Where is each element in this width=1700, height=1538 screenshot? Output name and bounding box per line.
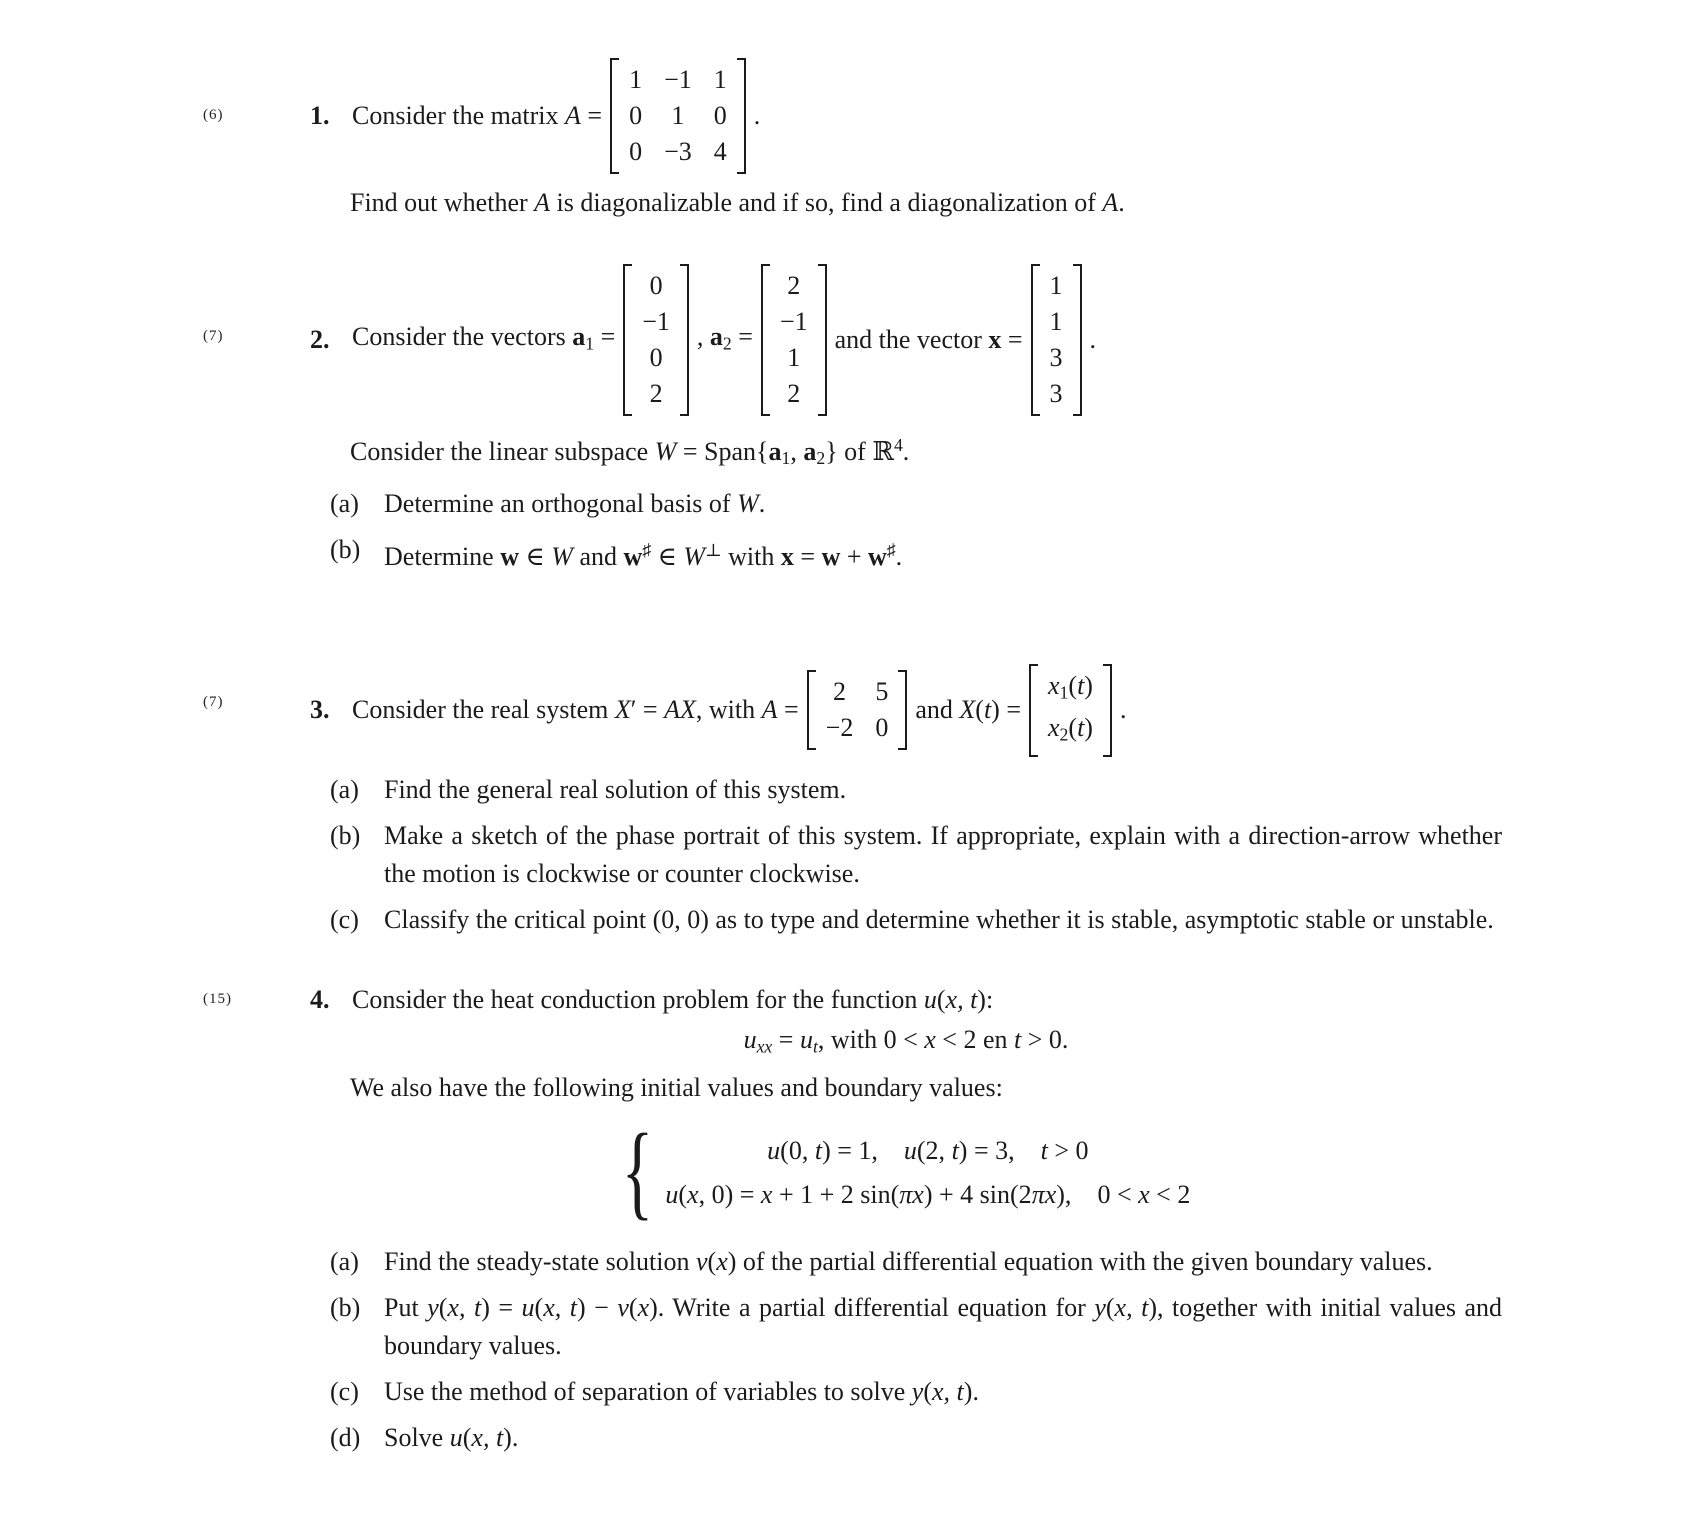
text-run: Classify the critical point (0, 0) as to type and determine whether it is stable, asymptotic stable or unstable. — [384, 904, 1494, 934]
text-run: πx — [899, 1180, 924, 1210]
text-run: ♯ — [642, 540, 652, 561]
text-run: 0 < — [1097, 1180, 1139, 1210]
matrix-cell: 0 — [629, 137, 643, 166]
text-run: 1 — [1059, 682, 1069, 703]
text-run: and — [915, 695, 960, 725]
vector-cell: 2 — [649, 379, 663, 408]
problem-4-body — [310, 981, 1502, 1457]
text-run: x — [716, 1247, 728, 1277]
matrix-A3-cells — [816, 670, 899, 750]
text-run: (2, — [916, 1136, 952, 1166]
text-run: ∈ — [651, 542, 684, 572]
text-run: . — [758, 489, 766, 519]
text-run: x, t — [932, 1377, 964, 1407]
text-run: y — [911, 1377, 924, 1407]
problem-3-intro — [352, 691, 799, 729]
text-run: ). Write a partial differential equation for — [649, 1293, 1095, 1323]
text-run: 1 — [781, 448, 791, 469]
text-run: u — [521, 1293, 535, 1323]
text-run: ′ = — [630, 695, 665, 725]
text-run: a — [709, 321, 723, 351]
text-run: ( — [975, 695, 984, 725]
problem-4-item-c — [330, 1373, 1502, 1411]
text-run: u — [449, 1423, 463, 1453]
vector-x — [1031, 264, 1082, 416]
problem-4-values-line — [350, 1069, 1502, 1107]
text-run: W — [654, 436, 677, 466]
text-run: ) — [1084, 671, 1093, 701]
problem-3-points-label: (7) — [203, 694, 224, 711]
item-label: (a) — [330, 1247, 359, 1277]
text-run: 1 — [585, 333, 595, 354]
vector-cell: 2 — [787, 379, 801, 408]
vector-cell: 0 — [649, 343, 663, 372]
text-run: . — [902, 436, 910, 466]
problem-3 — [0, 658, 1700, 939]
problem-4-item-a — [330, 1243, 1502, 1281]
text-run: + 1 + 2 sin( — [772, 1180, 900, 1210]
problem-1-question — [350, 184, 1502, 222]
text-run: A — [761, 695, 778, 725]
text-run: x, t — [471, 1423, 504, 1453]
vector-cell — [1048, 669, 1093, 709]
text-run: ). — [963, 1377, 979, 1407]
item-label: (d) — [330, 1423, 361, 1453]
vector-cell: −1 — [779, 307, 808, 336]
right-bracket-icon — [1103, 664, 1112, 757]
vector-cell: −1 — [642, 307, 670, 336]
problem-2 — [0, 258, 1700, 576]
text-run: y — [427, 1293, 439, 1323]
text-run: = — [777, 695, 799, 725]
text-run: < 2 en — [935, 1024, 1014, 1054]
right-bracket-icon — [737, 58, 746, 174]
left-brace-icon: { — [621, 1114, 654, 1231]
text-run: A — [534, 188, 551, 217]
text-run: ( — [1105, 1293, 1115, 1323]
text-run: ♯ — [886, 540, 896, 561]
text-run: Consider the real system — [352, 695, 615, 725]
text-run: ) − — [577, 1293, 618, 1323]
vector-cell: 1 — [1049, 271, 1063, 300]
text-run: We also have the following initial values and boundary values: — [350, 1073, 1003, 1103]
text-run: w — [623, 542, 643, 572]
text-run: Consider the linear subspace — [350, 436, 655, 466]
text-run: = — [731, 321, 753, 351]
text-run: ( — [923, 1377, 933, 1407]
vector-cell: 1 — [1049, 307, 1063, 336]
text-run: Consider the heat conduction problem for the function — [352, 984, 924, 1014]
text-run: ( — [1068, 713, 1078, 743]
problem-2-connector-2 — [835, 321, 1023, 359]
text-run: X — [959, 695, 976, 725]
right-bracket-icon — [898, 670, 907, 750]
text-run: , with — [695, 695, 762, 725]
text-run: , — [790, 436, 804, 466]
matrix-A3 — [807, 670, 908, 750]
text-run: + — [840, 542, 869, 572]
vector-cell — [1048, 711, 1093, 751]
text-run: Make a sketch of the phase portrait of this system. If appropriate, explain with a direction-arrow whether the motion is clockwise or counter clockwise. — [384, 820, 1502, 888]
text-run: ( — [936, 984, 946, 1014]
text-run: ∈ — [519, 542, 552, 572]
text-run: < 2 — [1149, 1180, 1191, 1210]
text-run: ) = — [991, 695, 1021, 725]
vector-X-of-t — [1029, 664, 1112, 757]
text-run: ) = 1, — [822, 1136, 878, 1166]
text-run: ( — [628, 1293, 638, 1323]
right-bracket-icon — [680, 264, 689, 416]
text-run: w — [868, 542, 887, 572]
problem-1-points-label: (6) — [203, 107, 224, 123]
sentence-period — [1120, 691, 1127, 729]
text-run: is diagonalizable and if so, find a diagonalization of — [550, 188, 1103, 217]
text-run: > 0 — [1047, 1136, 1089, 1166]
problem-4 — [0, 981, 1700, 1457]
text-run: 2 — [816, 448, 826, 469]
matrix-cell: 4 — [713, 137, 727, 166]
text-run: , — [696, 321, 710, 351]
text-run: ) + 4 sin(2 — [923, 1180, 1032, 1210]
text-run: , with 0 < — [817, 1024, 925, 1054]
text-run: . — [1089, 325, 1097, 354]
matrix-cell: 5 — [875, 677, 889, 707]
text-run: ℝ — [872, 436, 894, 466]
item-label: (b) — [330, 1293, 361, 1323]
text-run: ), — [1056, 1180, 1072, 1210]
text-run: 4 — [893, 435, 903, 455]
text-run: AX — [664, 695, 696, 725]
text-run: x, t — [945, 984, 978, 1014]
text-run: ), together with initial values and boundary values. — [384, 1293, 1503, 1361]
left-bracket-icon — [807, 670, 816, 750]
text-run: ) = 3, — [958, 1136, 1015, 1166]
text-run: t — [812, 1036, 818, 1057]
matrix-cell: 1 — [671, 101, 685, 130]
problem-2-intro — [352, 318, 615, 362]
item-text — [384, 1419, 1502, 1457]
text-run: ): — [977, 984, 994, 1014]
text-run: t — [1077, 671, 1085, 701]
problem-3-body — [310, 658, 1502, 939]
text-run: x, t — [1114, 1293, 1149, 1323]
item-text — [384, 1289, 1502, 1365]
system-lines — [665, 1129, 1190, 1217]
matrix-A-cells — [619, 58, 737, 174]
item-label: (b) — [330, 535, 361, 565]
item-label: (c) — [330, 1377, 359, 1407]
left-bracket-icon — [623, 264, 632, 416]
text-run: t — [983, 695, 992, 725]
text-run: Consider the matrix — [352, 101, 566, 130]
problem-1-statement — [310, 52, 1502, 180]
problem-2-subspace-line — [350, 426, 1502, 477]
item-text — [384, 485, 1502, 523]
text-run: v — [695, 1247, 708, 1277]
item-text — [384, 771, 1502, 809]
text-run: ) — [1084, 713, 1093, 743]
problem-3-item-c — [330, 901, 1502, 939]
text-run: x — [1048, 713, 1060, 743]
problem-3-number: 3. — [310, 695, 330, 725]
text-run: x — [1138, 1180, 1150, 1210]
problem-2-points-label: (7) — [203, 328, 224, 344]
problem-2-connector-1 — [697, 318, 753, 362]
text-run: w — [821, 542, 841, 572]
text-run: = Span{ — [676, 436, 769, 466]
vector-cell: 0 — [649, 271, 663, 300]
text-run: W — [683, 542, 706, 572]
matrix-cell: 0 — [875, 713, 889, 743]
text-run: = — [772, 1024, 800, 1054]
problem-3-statement — [310, 658, 1502, 763]
text-run: 2 — [722, 333, 732, 354]
text-run: v — [617, 1293, 629, 1323]
vector-a2-cells — [770, 264, 818, 416]
matrix-cell: −1 — [664, 65, 692, 94]
item-label: (c) — [330, 904, 359, 934]
text-run: x, t — [447, 1293, 482, 1323]
text-run: Find the general real solution of this system. — [384, 774, 847, 804]
text-run: u — [743, 1024, 757, 1054]
problem-4-item-b — [330, 1289, 1502, 1365]
problem-1-number: 1. — [310, 101, 330, 130]
text-run: t — [1014, 1024, 1022, 1054]
text-run: > 0. — [1021, 1024, 1069, 1054]
text-run: x — [988, 325, 1002, 354]
text-run: t — [1040, 1136, 1048, 1166]
text-run: πx — [1031, 1180, 1057, 1210]
problem-4-intro — [352, 981, 993, 1019]
text-run: (0, — [780, 1136, 815, 1166]
problem-3-connector — [915, 691, 1021, 729]
text-run: and — [572, 542, 624, 572]
matrix-cell: 1 — [629, 65, 643, 94]
text-run — [1071, 1180, 1097, 1209]
text-run: , 0) = — [698, 1180, 761, 1210]
text-run: Determine an orthogonal basis of — [384, 489, 738, 519]
sentence-period — [1090, 321, 1097, 359]
item-label: (b) — [330, 820, 361, 850]
text-run: with — [721, 542, 781, 572]
problem-4-number: 4. — [310, 984, 330, 1014]
matrix-cell: −3 — [664, 137, 692, 166]
text-run: Solve — [384, 1423, 450, 1453]
item-text — [384, 1243, 1502, 1281]
text-run: u — [903, 1136, 917, 1166]
text-run: a — [803, 436, 817, 466]
text-run: t — [951, 1136, 959, 1166]
problem-1-body — [310, 52, 1502, 222]
text-run: ( — [438, 1293, 448, 1323]
right-bracket-icon — [1073, 264, 1082, 416]
text-run: ( — [1068, 671, 1078, 701]
text-run: xx — [756, 1036, 773, 1057]
text-run: ) of the partial differential equation with the given boundary values. — [727, 1247, 1433, 1277]
item-label: (a) — [330, 774, 359, 804]
left-bracket-icon — [610, 58, 619, 174]
text-run: . — [1118, 188, 1125, 217]
text-run: Put — [384, 1293, 428, 1323]
matrix-A — [610, 58, 746, 174]
text-run: ( — [534, 1293, 544, 1323]
vector-cell: 3 — [1049, 379, 1063, 408]
left-bracket-icon — [761, 264, 770, 416]
item-text — [384, 901, 1502, 939]
text-run: = — [594, 321, 616, 351]
initial-values-line — [665, 1173, 1190, 1217]
problem-2-item-a — [330, 485, 1502, 523]
text-run: Use the method of separation of variables to solve — [384, 1377, 912, 1407]
vector-cell: 3 — [1049, 343, 1063, 372]
right-bracket-icon — [818, 264, 827, 416]
text-run: x — [1048, 671, 1060, 701]
text-run: x — [780, 542, 794, 572]
text-run: a — [768, 436, 782, 466]
text-run: Find out whether — [350, 188, 535, 217]
item-text — [384, 817, 1502, 893]
text-run: x — [760, 1180, 773, 1210]
text-run: u — [665, 1180, 679, 1210]
text-run: t — [814, 1136, 823, 1166]
problem-1-intro — [352, 97, 602, 135]
text-run: Consider the vectors — [352, 321, 573, 351]
heat-equation — [310, 1021, 1502, 1065]
left-bracket-icon — [1029, 664, 1038, 757]
text-run: u — [767, 1136, 781, 1166]
problem-4-item-d — [330, 1419, 1502, 1457]
problem-4-statement — [310, 981, 1502, 1019]
boundary-conditions-system — [310, 1114, 1502, 1231]
text-run: a — [572, 321, 586, 351]
text-run: . — [1119, 695, 1127, 725]
text-run: ( — [678, 1180, 688, 1210]
text-run: W — [551, 542, 573, 572]
problem-2-number: 2. — [310, 325, 330, 354]
text-run: X — [614, 695, 631, 725]
problem-3-item-b — [330, 817, 1502, 893]
left-bracket-icon — [1031, 264, 1040, 416]
vector-a1-cells — [632, 264, 680, 416]
text-run: ( — [462, 1423, 472, 1453]
text-run: } of — [825, 436, 873, 466]
vector-a1 — [623, 264, 689, 416]
text-run: A — [565, 101, 581, 130]
text-run: ) = — [481, 1293, 522, 1323]
text-run — [878, 1136, 904, 1165]
text-run: . — [895, 542, 903, 572]
problem-1 — [0, 52, 1700, 222]
problem-3-item-a — [330, 771, 1502, 809]
text-run: . — [753, 101, 761, 130]
text-run: w — [500, 542, 520, 572]
text-run: u — [923, 984, 937, 1014]
text-run: W — [737, 489, 759, 519]
text-run: A — [1102, 188, 1119, 217]
text-run: t — [1077, 713, 1085, 743]
text-run: Determine — [384, 542, 501, 572]
item-label: (a) — [330, 489, 359, 519]
text-run: = — [580, 101, 603, 130]
text-run: ( — [707, 1247, 717, 1277]
problem-4-points-label: (15) — [203, 990, 232, 1007]
vector-X-cells — [1038, 664, 1103, 757]
text-run: = — [793, 542, 822, 572]
vector-a2 — [761, 264, 827, 416]
item-text — [384, 1373, 1502, 1411]
matrix-cell: 0 — [713, 101, 727, 130]
vector-cell: 1 — [787, 343, 801, 372]
text-run: and the vector — [834, 325, 989, 354]
text-run: ⊥ — [705, 540, 722, 561]
text-run: y — [1094, 1293, 1106, 1323]
problem-2-item-b — [330, 531, 1502, 576]
text-run: Find the steady-state solution — [384, 1247, 696, 1277]
matrix-cell: −2 — [825, 713, 854, 743]
problem-2-body — [310, 258, 1502, 576]
matrix-cell: 1 — [713, 65, 727, 94]
vector-cell: 2 — [787, 271, 801, 300]
text-run — [1015, 1136, 1041, 1165]
text-run: 2 — [1059, 724, 1069, 745]
text-run: u — [799, 1024, 813, 1054]
matrix-cell: 2 — [832, 677, 846, 707]
text-run: x — [687, 1180, 699, 1210]
matrix-cell: 0 — [629, 101, 643, 130]
vector-x-cells — [1040, 264, 1073, 416]
text-run: x — [637, 1293, 650, 1323]
text-run: x, t — [543, 1293, 577, 1323]
text-run: ). — [503, 1423, 519, 1453]
item-text — [384, 531, 1502, 576]
text-run: x — [924, 1024, 936, 1054]
problem-2-statement — [310, 258, 1502, 422]
boundary-values-line — [767, 1129, 1088, 1173]
text-run: = — [1001, 325, 1023, 354]
sentence-period — [754, 97, 761, 135]
